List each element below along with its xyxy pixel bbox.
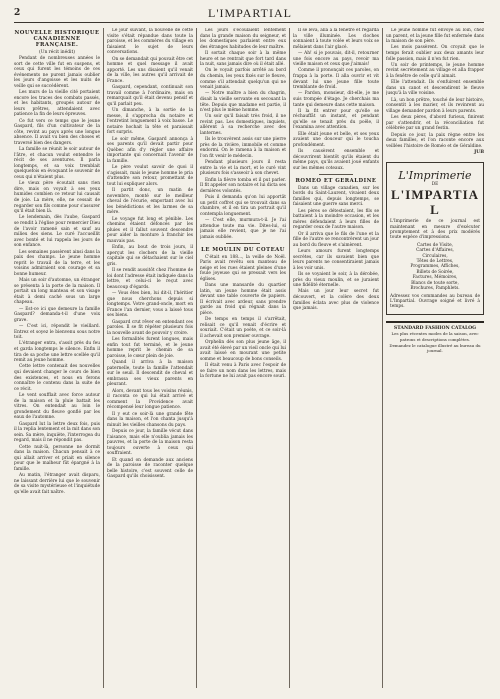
paragraph: Or il arriva que le fils de l'une et la fille de l'autre se rencontrèrent un jour au bord du fleuve et s'aimèrent. (293, 231, 379, 248)
paragraph: — Notre maître a bien du chagrin, disait la vieille servante en secouant la tête. Depuis que madame est partie, il n'est plus le même homme. (200, 91, 286, 114)
column-5 (386, 28, 484, 688)
paragraph: Cette nuit-là, personne ne dormit dans la maison. Chacun pensait à ce qui allait arriver et priait en silence pour que le malheur fût épargné à la famille. (14, 444, 100, 472)
masthead: L'IMPARTIAL (207, 6, 292, 20)
article-heading: NOUVELLE HISTORIQUE CANADIENNE FRANÇAISE. (14, 30, 100, 49)
paragraph: — C'est ici, répondit le vieillard. Entrez et soyez le bienvenu sous notre toit. (14, 324, 100, 341)
header-rule (14, 22, 484, 23)
story-title: ROMEO ET GERALDINE (295, 178, 377, 185)
paragraph: Il sortait chaque soir à la même heure et ne rentrait que fort tard dans la nuit, sans jamais dire où il était allé. (200, 50, 286, 68)
paragraph: Le voyage fut long et pénible. Les chemins étaient défoncés par les pluies et il fallut souvent descendre pour aider la monture à franchir les mauvais pas. (107, 216, 193, 244)
fashion-catalog-ad (386, 321, 484, 354)
story-divider (319, 174, 353, 175)
paragraph: Le jeune homme fut envoyé au loin, chez un parent, et la jeune fille fut enfermée dans la maison de son père. (386, 28, 484, 45)
footer-ad-line: Les plus récentes modes de la saison, avec patrons et descriptions complètes. (391, 331, 479, 342)
page-number: 2 (14, 8, 21, 18)
paragraph: Enfin, au bout de trois jours, il aperçut les clochers de la vieille capitale qui se détachaient sur le ciel gris. (107, 245, 193, 267)
story-divider (226, 243, 260, 244)
paragraph: Là, un bon prêtre, touché de leur histoire, consentit à les marier, et ils revinrent au village demander pardon à leurs parents. (386, 97, 484, 114)
paragraph: Pendant de nombreuses années le sort de cette ville fut en suspens, et ceux qui furent les témoins de ces événements ne purent jamais oublier les jours d'angoisse et les nuits de veille qui se succédèrent. (14, 56, 100, 89)
column-2 (107, 28, 193, 688)
paragraph: La famille se réunit le soir autour de l'âtre, et chacun voulut entendre le récit de ses aventures. Il parla longtemps, et sa voix tremblait quelquefois en évoquant le souvenir de ceux qui n'étaient plus. (14, 147, 100, 181)
ad-big-title: L'IMPARTIAL (390, 187, 480, 218)
ad-item: Billets de Soirée, (416, 269, 454, 275)
paragraph: Un soir de printemps, le jeune homme revint secrètement au village et alla frapper à la fenêtre de celle qu'il aimait. (386, 62, 484, 79)
paragraph: Le père voulut savoir de quoi il s'agissait, mais le jeune homme le pria d'attendre son retour, promettant de tout lui expliquer alors. (107, 165, 193, 187)
column-body (386, 28, 484, 149)
paragraph: Elle l'attendait. Ils s'enfuirent ensemble dans un canot et descendirent le fleuve jusqu'à la ville voisine. (386, 80, 484, 97)
paragraph: Un soir qu'il faisait très froid, il ne revint pas. Les domestiques, inquiets, allèrent à sa recherche avec des lanternes. (200, 114, 286, 137)
ad-items-list (390, 243, 480, 292)
ad-item: Cartes de Visite, (416, 242, 454, 248)
paragraph: Alors, devant tous les voisins réunis, il raconta ce qui lui était arrivé et comment la Providence avait récompensé leur longue patience. (107, 388, 193, 411)
column-3 (200, 28, 286, 688)
paragraph: Il partit donc, un matin de novembre, monté sur le meilleur cheval de l'écurie, emportant avec lui les bénédictions et les larmes de sa mère. (107, 188, 193, 216)
paragraph: Et quand on demande aux anciens de la paroisse de raconter quelque belle histoire, c'est souvent celle de Gaspard qu'ils choisissent. (107, 457, 193, 480)
paragraph: Au matin, l'étranger avait disparu, ne laissant derrière lui que le souvenir de sa visite mystérieuse et l'inquiétude qu'elle avait fait naître. (14, 473, 100, 495)
signature: JUB (474, 150, 484, 156)
paragraph: Mais un soir d'automne, un étranger se présenta à la porte de la maison. Il portait un long manteau et son visage était à demi caché sous un large chapeau. (14, 278, 100, 306)
paragraph: Les semaines passèrent ainsi dans la paix des champs. Le jeune homme reprit le travail de la terre, et les voisins admiraient son courage et sa bonne humeur. (14, 249, 100, 277)
paragraph: Ils se voyaient le soir, à la dérobée, près du vieux moulin, et se juraient une fidélité éternelle. (293, 272, 379, 289)
ad-item: Programmes, Affiches, (410, 264, 460, 270)
paragraph: Ils le trouvèrent assis sur une pierre près de la rivière, immobile et comme endormi. On le ramena à la maison et l'on fit venir le médecin. (200, 137, 286, 160)
paragraph: — C'est elle, murmura-t-il. Je l'ai attendue toute ma vie. Dites-lui, si jamais elle revient, que je ne l'ai jamais oubliée. (200, 218, 286, 240)
story-title: LE MOULIN DU COTEAU (201, 247, 285, 254)
paragraph: Quand il arriva à la maison paternelle, toute la famille l'attendait sur le seuil. Il descendit de cheval et embrassa ses vieux parents en pleurant. (107, 360, 193, 388)
paragraph: Depuis ce jour, la famille vécut dans l'aisance, mais elle n'oublia jamais les pauvres, et la porte de la maison resta toujours ouverte à ceux qui souffraient. (107, 429, 193, 457)
ad-item: Cartes d'Affaires, (416, 248, 454, 254)
paragraph: Depuis ce jour, la paix règne entre les deux familles, et l'on raconte encore aux veillées l'histoire de Roméo et de Géraldine. (386, 132, 484, 149)
paragraph: — Pardon, monsieur, dit-elle, je me suis trompée d'étage. Je cherchais ma tante qui demeure dans cette maison. (293, 91, 379, 108)
ad-item: Blancs de toute sorte, (411, 280, 459, 286)
paragraph: Les pères se détestaient, les fils se battaient à la moindre occasion, et les mères défendaient à leurs filles de regarder ceux de l'autre maison. (293, 208, 379, 231)
ad-intro: L'Imprimerie de ce journal est maintenant en mesure d'exécuter promptement et à des prix modérés toute espèce d'impressions. (390, 219, 480, 241)
ad-script-title: L'Imprimerie (398, 168, 472, 182)
paragraph: Comme il prononçait ces paroles, on frappa à la porte. Il alla ouvrir et vit devant lui une jeune fille toute tremblante de froid. (293, 68, 379, 91)
paragraph: Mais un jour leur secret fut découvert, et la colère des deux familles éclata avec plus de violence que jamais. (293, 289, 379, 312)
story-body (293, 186, 379, 312)
paragraph: Le vieux père écoutait sans rien dire, mais on voyait à ses yeux humides combien ce retour lui causait de joie. La mère, elle, ne cessait de regarder son fils comme pour s'assurer qu'il était bien là. (14, 181, 100, 215)
paragraph: Il était venu à Paris avec l'espoir de se faire un nom dans les lettres, mais la fortune ne lui avait pas encore souri. (200, 363, 286, 380)
column-body (14, 56, 100, 495)
paragraph: Un dimanche, à la sortie de la messe, il s'approcha du notaire et l'entretint longuement à voix basse. Le notaire hochait la tête et paraissait fort surpris. (107, 108, 193, 136)
paragraph: Enfin la fièvre tomba et il put parler. Il fit appeler son notaire et lui dicta ses dernières volontés. (200, 177, 286, 194)
story-body (200, 255, 286, 380)
ad-item: Circulaires, (422, 253, 448, 259)
paragraph: Il se leva, alla à la fenêtre et regarda la ville illuminée. Les cloches sonnaient à toute volée et leurs voix se mêlaient dans l'air glacé. (293, 28, 379, 50)
column-body (293, 28, 379, 171)
paragraph: Les deux pères, d'abord furieux, finirent par s'attendrir, et la réconciliation fut célébrée par un grand festin. (386, 115, 484, 132)
paragraph: — Est-ce ici que demeure la famille Gaspard? demanda-t-il d'une voix grave. (14, 306, 100, 323)
paragraph: Ce fut vers ce temps que le jeune Gaspard, fils d'un cultivateur de la côte, revint au pays après une longue absence. Il avait vu bien des choses et traversé bien des dangers. (14, 118, 100, 146)
paragraph: Gaspard, cependant, continuait son travail comme à l'ordinaire, mais on remarquait qu'il était devenu pensif et qu'il parlait peu. (107, 85, 193, 107)
ad-item: Factures, Mémoires, (412, 275, 458, 281)
paragraph: — Ah! si je pouvais, dit-il, retourner une fois encore au pays, revoir ma vieille maison et ceux que j'aimais! (293, 50, 379, 68)
paragraph: De temps en temps il s'arrêtait, relisait ce qu'il venait d'écrire et souriait. C'était un poète, et ce soir-là il achevait son premier ouvrage. (200, 317, 286, 339)
paragraph: Il se rendit aussitôt chez l'homme de loi dont l'adresse était indiquée dans la lettre, et celui-ci le reçut avec beaucoup d'égards. (107, 268, 193, 290)
paragraph: Il la fit entrer pour qu'elle se réchauffât un instant, et pendant qu'elle se tenait près du poêle, il l'examina avec attention. (293, 108, 379, 131)
column-1 (14, 28, 100, 688)
article-subheading: (Un récit inédit) (39, 49, 75, 55)
footer-ad-line: Demandez le catalogue illustré au bureau du journal. (389, 342, 481, 354)
column-divider (103, 28, 104, 688)
ad-item: Brochures, Pamphlets. (410, 286, 460, 292)
paragraph: Dans un village canadien, sur les bords du Saint-Laurent, vivaient deux familles qui, depuis longtemps, se faisaient une guerre sans merci. (293, 185, 379, 208)
paragraph: Le lendemain, dès l'aube, Gaspard se rendit à l'église pour remercier Dieu de l'avoir ramené sain et sauf au milieu des siens. Le curé l'accueillit avec bonté et lui rappela les jours de son enfance. (14, 215, 100, 249)
paragraph: C'était en 188..., la veille de Noël. Paris avait revêtu son manteau de neige et les rues étaient pleines d'une foule joyeuse qui se pressait vers les églises. (200, 254, 286, 282)
paragraph: Il y eut ce soir-là une grande fête dans la maison, et l'on chanta jusqu'à minuit les vieilles chansons du pays. (107, 411, 193, 428)
paragraph: Ils causèrent ensemble et découvrirent bientôt qu'ils étaient du même pays, qu'ils avaient joué enfants sur les mêmes coteaux. (293, 149, 379, 171)
column-divider (289, 28, 290, 688)
paragraph: Les jours s'écoulaient lentement dans la grande maison du seigneur, et les domestiques parlaient entre eux des étranges habitudes de leur maître. (200, 28, 286, 50)
paragraph: Puis il demanda qu'on lui apportât un petit coffret qui se trouvait dans sa chambre, et il en tira un portrait qu'il contempla longuement. (200, 195, 286, 217)
paragraph: Gaspard lut la lettre deux fois, puis il la replia lentement et la mit dans son sein. Sa mère, inquiète, l'interrogea du regard, mais il ne répondit pas. (14, 421, 100, 444)
paragraph: L'étranger entra, s'assit près du feu et garda longtemps le silence. Enfin il tira de sa poche une lettre scellée qu'il remit au jeune homme. (14, 341, 100, 364)
ad-outro: Adressez vos commandes au bureau de L'Impartial. Ouvrage soigné et livré à temps. (390, 293, 480, 310)
column-divider (382, 28, 383, 688)
paragraph: Gaspard crut rêver en entendant ces paroles. Il se fit répéter plusieurs fois la nouvelle avant de pouvoir y croire. (107, 319, 193, 336)
ad-title-de: DE (431, 181, 439, 187)
printing-advertisement (386, 162, 484, 315)
ad-item: Têtes de Lettres, (416, 259, 454, 265)
paragraph: Dans une mansarde du quartier latin, un jeune homme était assis devant une table couverte de papiers. Il écrivait avec ardeur, sans prendre garde au froid qui régnait dans la pièce. (200, 283, 286, 316)
paragraph: Les murs de la vieille cité portaient encore les traces des combats passés, et les habitants, groupés autour de leurs prêtres, attendaient avec patience la fin de leurs épreuves. (14, 90, 100, 118)
footer-ad-title: STANDARD FASHION CATALOG (393, 325, 477, 331)
column-divider (196, 28, 197, 688)
paragraph: Le vent soufflait avec force autour de la maison et la pluie battait les vitres. On entendait au loin le grondement du fleuve gonflé par les eaux de l'automne. (14, 392, 100, 421)
paragraph: Orphelin dès son plus jeune âge, il avait été élevé par un vieil oncle qui lui avait laissé en mourant une petite somme et beaucoup de bons conseils. (200, 340, 286, 362)
column-body (200, 28, 286, 240)
column-body (107, 28, 193, 480)
paragraph: Le jour suivant, la nouvelle de cette visite s'était répandue dans toute la paroisse, et les commères du village en faisaient le sujet de leurs conversations. (107, 28, 193, 56)
paragraph: Les mois passèrent. On croyait que le temps ferait oublier aux deux amants leur folle passion, mais il n'en fut rien. (386, 45, 484, 62)
paragraph: — Vous êtes bien, lui dit-il, l'héritier que nous cherchons depuis si longtemps. Votre grand-oncle, mort en France l'an dernier, vous a laissé tous ses biens. (107, 291, 193, 319)
paragraph: On se demandait qui pouvait être cet homme et quel message il avait apporté. Les uns disaient qu'il venait de la ville, les autres qu'il arrivait de France. (107, 56, 193, 84)
paragraph: Leurs amours furent longtemps secrètes, car ils savaient bien que leurs parents ne consentiraient jamais à les voir unis. (293, 249, 379, 271)
paragraph: Cette lettre contenait des nouvelles qui devaient changer le cours de bien des existences, et nous en ferons connaître le contenu dans la suite de ce récit. (14, 364, 100, 392)
paragraph: Les formalités furent longues, mais enfin tout fut terminé, et le jeune homme reprit le chemin de sa paroisse, le cœur plein de joie. (107, 337, 193, 359)
column-4 (293, 28, 379, 688)
paragraph: Elle était jeune et belle, et ses yeux avaient une douceur qui le toucha profondément. (293, 131, 379, 148)
paragraph: Pendant plusieurs jours il resta entre la vie et la mort, et le curé vint plusieurs fois s'asseoir à son chevet. (200, 160, 286, 177)
paragraph: Le soir même, Gaspard annonça à ses parents qu'il devait partir pour Québec afin d'y régler une affaire importante qui concernait l'avenir de la famille. (107, 136, 193, 164)
paragraph: On le voyait parfois arrêté au bord du chemin, les yeux fixés sur le fleuve, comme s'il attendait quelqu'un qui ne venait jamais. (200, 68, 286, 91)
